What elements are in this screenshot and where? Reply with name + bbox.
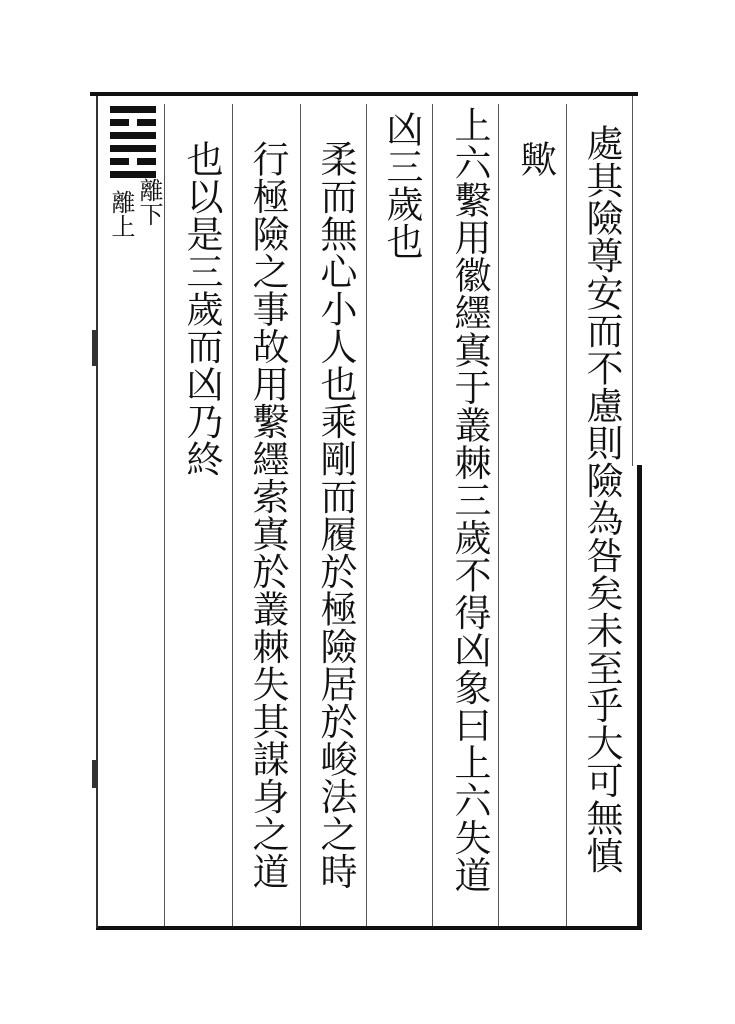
hexagram-line	[110, 171, 156, 178]
text-column-5: 柔而無心小人也乘剛而履於極險居於峻法之時	[314, 140, 357, 890]
text-column-2: 歟	[514, 140, 557, 178]
hexagram-symbol	[110, 106, 156, 184]
hexagram-line	[110, 106, 156, 113]
left-border-rule	[96, 96, 98, 928]
top-border-rule	[90, 92, 638, 96]
text-column-6: 行極險之事故用繫纆索寘於叢棘失其謀身之道	[246, 140, 289, 890]
column-divider	[164, 104, 165, 926]
hexagram-line	[110, 145, 156, 152]
column-divider	[300, 104, 301, 926]
column-divider	[232, 104, 233, 926]
trigram-label-left	[108, 190, 134, 238]
hexagram-line	[110, 132, 156, 139]
text-column-4: 凶三歲也	[380, 110, 423, 260]
bottom-border-rule	[96, 926, 640, 930]
column-divider	[632, 96, 633, 466]
text-column-7: 也以是三歲而凶乃終	[180, 140, 223, 478]
column-divider	[432, 104, 433, 926]
column-divider	[498, 104, 499, 926]
right-border-rule	[637, 465, 642, 930]
text-column-3: 上六繫用徽纆寘于叢棘三歲不得凶象曰上六失道	[448, 106, 491, 894]
trigram-name: 離	[107, 190, 135, 214]
binding-mark	[92, 760, 96, 788]
column-divider	[566, 104, 567, 926]
hexagram-line	[110, 158, 156, 165]
trigram-label-right	[136, 178, 162, 226]
binding-mark	[92, 330, 98, 366]
trigram-name: 離	[135, 178, 163, 202]
text-column-1: 處其險尊安而不慮則險為咎矣未至乎大可無慎	[580, 124, 623, 874]
column-divider	[366, 104, 367, 926]
trigram-position: 上	[107, 214, 135, 238]
trigram-position: 下	[135, 202, 163, 226]
hexagram-line	[110, 119, 156, 126]
